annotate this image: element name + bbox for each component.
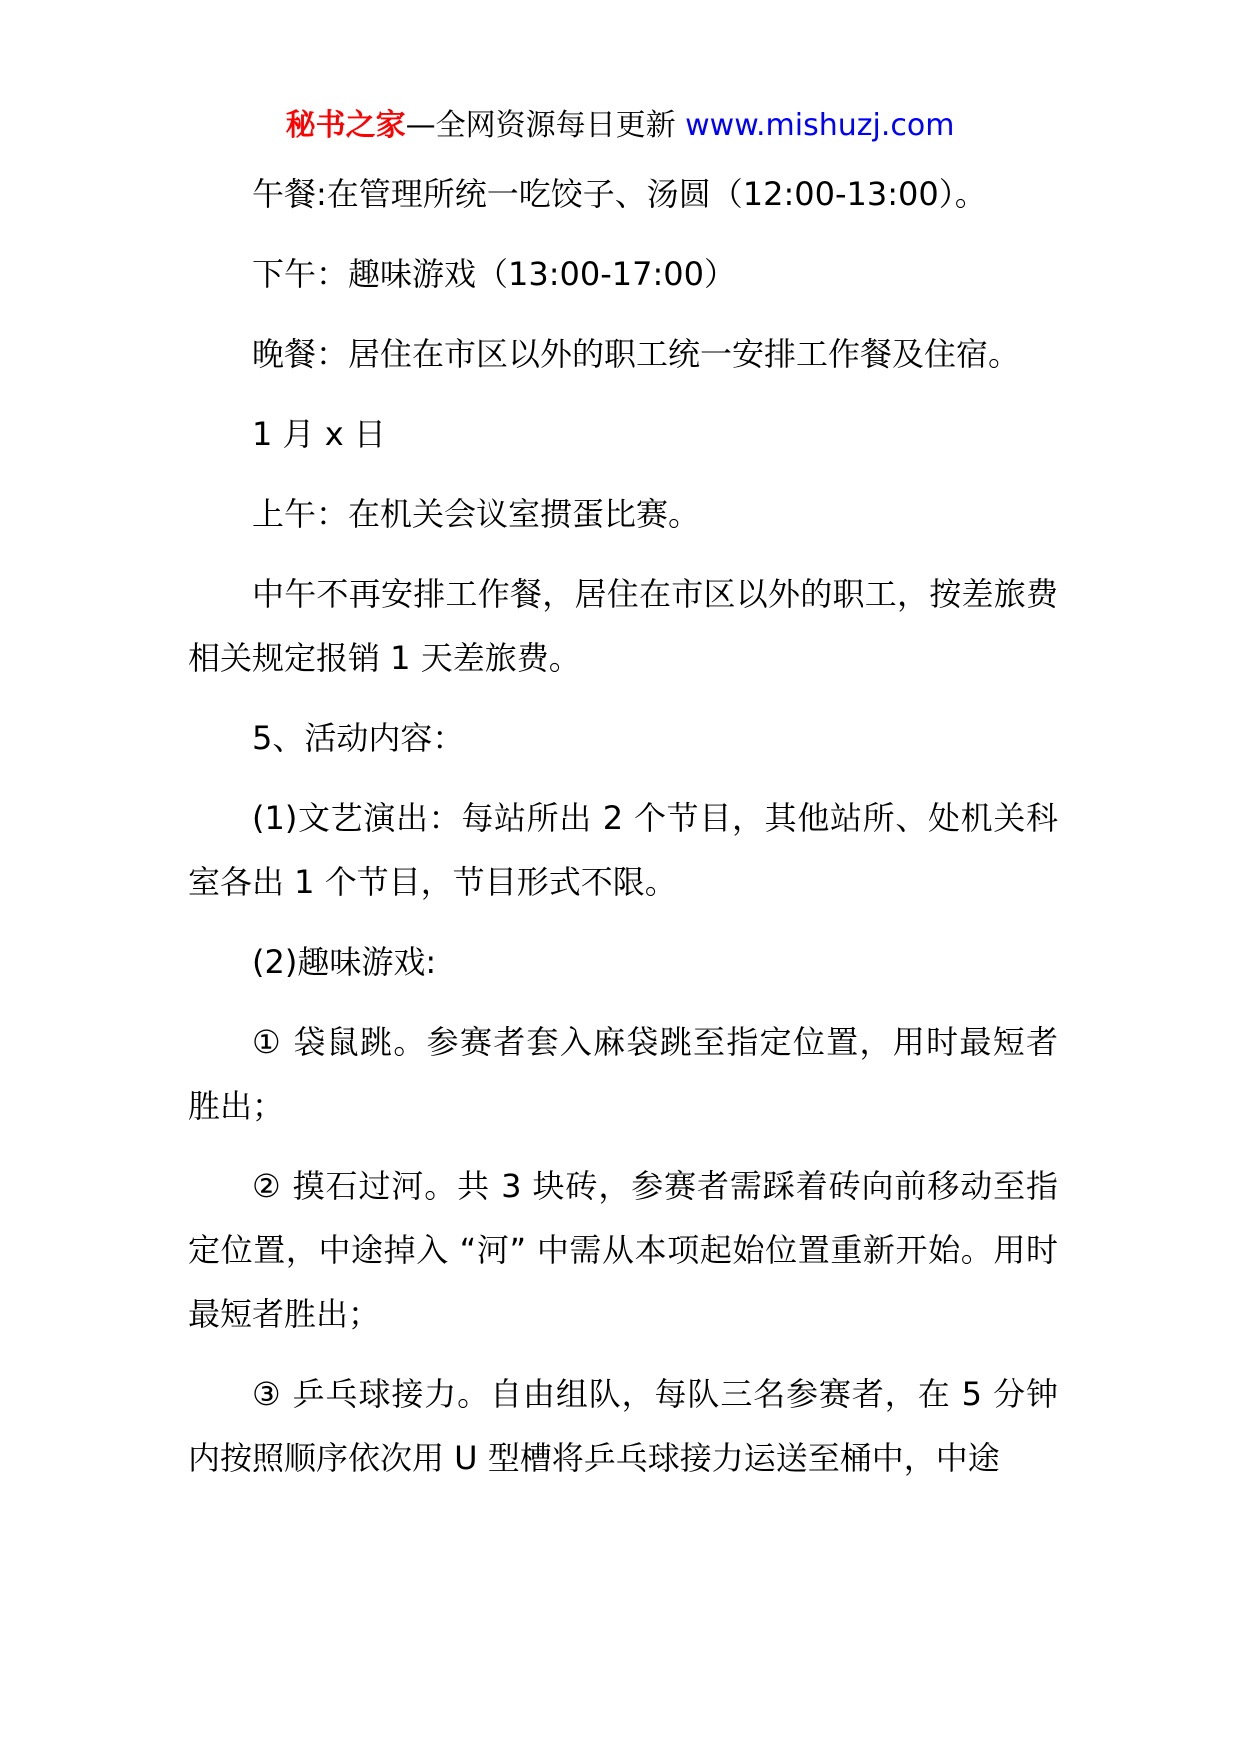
section-heading-activity-content: 5、活动内容： [252, 719, 465, 757]
document-body [188, 162, 1058, 1506]
header-url-link[interactable]: www.mishuzj.com [685, 108, 955, 143]
paragraph-date: 1 月 x 日 [252, 415, 386, 453]
paragraph-game-2: ② 摸石过河。共 3 块砖，参赛者需踩着砖向前移动至指定位置，中途掉入 “河” 中需从本项起始位置重新开始。用时最短者胜出； [188, 1167, 1058, 1333]
paragraph-games-heading: (2)趣味游戏: [252, 943, 437, 981]
paragraph-game-1: ① 袋鼠跳。参赛者套入麻袋跳至指定位置，用时最短者胜出； [188, 1023, 1058, 1125]
paragraph-game-3: ③ 乒乓球接力。自由组队，每队三名参赛者，在 5 分钟内按照顺序依次用 U 型槽将乒乓球接力运送至桶中，中途 [188, 1375, 1058, 1477]
paragraph-dinner: 晚餐：居住在市区以外的职工统一安排工作餐及住宿。 [252, 335, 1021, 373]
page-header [0, 104, 1240, 148]
paragraph-noon: 中午不再安排工作餐，居住在市区以外的职工，按差旅费相关规定报销 1 天差旅费。 [188, 575, 1058, 677]
paragraph-afternoon: 下午：趣味游戏（13:00-17:00） [252, 255, 736, 293]
brand-name: 秘书之家 [285, 108, 406, 143]
paragraph-performance: (1)文艺演出：每站所出 2 个节目，其他站所、处机关科室各出 1 个节目，节目形式不限。 [188, 799, 1058, 901]
paragraph-lunch: 午餐:在管理所统一吃饺子、汤圆（12:00-13:00）。 [252, 175, 987, 213]
paragraph-morning: 上午：在机关会议室掼蛋比赛。 [252, 495, 701, 533]
header-tagline: —全网资源每日更新 [405, 108, 686, 143]
